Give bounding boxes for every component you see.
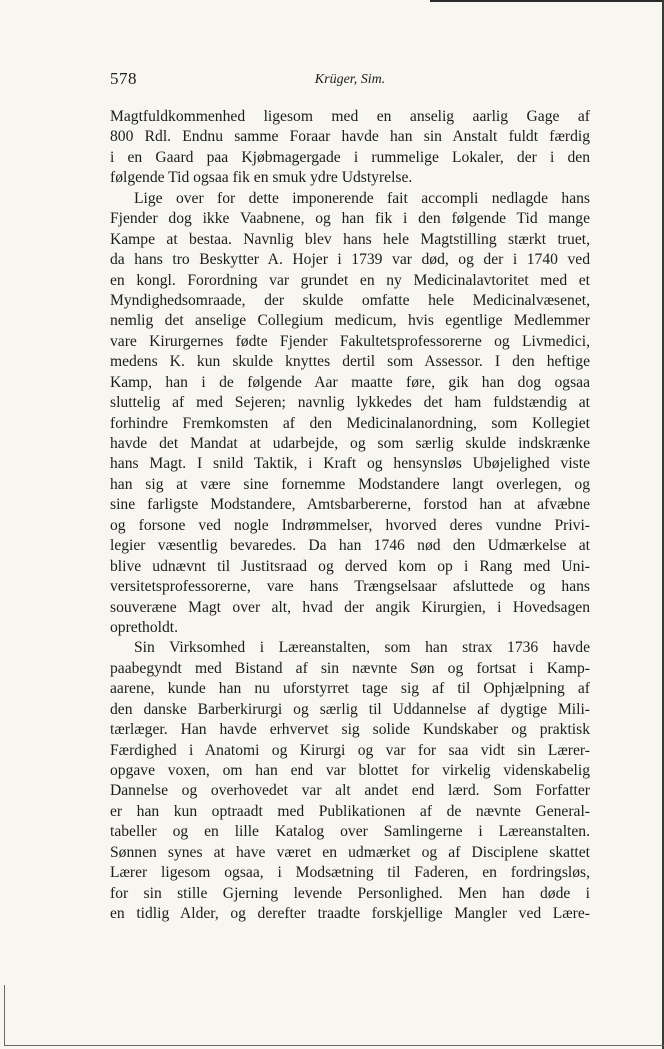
text-line: Sin Virksomhed i Læreanstalten, som han strax 1736 havde — [134, 639, 590, 657]
page-number: 578 — [110, 69, 137, 88]
text-line: medens K. kun skulde knyttes dertil som Assessor. I den heftige — [110, 353, 590, 371]
text-line: Kamp, han i de følgende Aar maatte føre, gik han dog ogsaa — [110, 373, 590, 391]
text-line: opgave voxen, om han end var blottet for virkelig videnskabelig — [110, 762, 590, 779]
running-head: Krüger, Sim. — [314, 72, 386, 87]
body-text — [110, 107, 590, 925]
text-line: for sin stille Gjerning levende Personlighed. Men han døde i — [110, 884, 590, 902]
text-line: vare Kirurgernes fødte Fjender Fakultetsprofessorerne og Livmedici, — [110, 332, 590, 350]
text-line: nemlig det anselige Collegium medicum, hvis egentlige Medlemmer — [110, 312, 590, 330]
text-line: Magtfuldkommenhed ligesom med en anselig aarlig Gage af — [110, 108, 590, 125]
text-line: versitetsprofessorerne, vare hans Trængselsaar afsluttede og hans — [110, 578, 590, 596]
text-line: 800 Rdl. Endnu samme Foraar havde han sin Anstalt fuldt færdig — [110, 128, 590, 146]
text-line: og forsone ved nogle Indrømmelser, hvorved deres vundne Privi- — [110, 516, 590, 534]
text-line: Myndighedsomraade, der skulde omfatte hele Medicinalvæsenet, — [110, 291, 590, 309]
text-line: er han kun optraadt med Publikationen af de nævnte General- — [110, 802, 590, 820]
text-line: blive udnævnt til Justitsraad og derved kom op i Rang med Uni- — [110, 557, 590, 575]
text-line: havde det Mandat at udarbejde, og som særlig skulde indskrænke — [110, 435, 590, 452]
text-line: forhindre Fremkomsten af den Medicinalanordning, som Kollegiet — [110, 414, 590, 432]
text-line: Dannelse og overhovedet var alt andet end lærd. Som Forfatter — [110, 782, 590, 800]
text-line: tærlæger. Han havde erhvervet sig solide Kundskaber og praktisk — [110, 721, 590, 739]
text-line: Lærer ligesom ogsaa, i Modsætning til Faderen, en fordringsløs, — [110, 864, 590, 882]
text-line: opretholdt. — [110, 618, 178, 636]
text-line: tabeller og en lille Katalog over Samlingerne i Læreanstalten. — [110, 823, 590, 841]
text-line: Færdighed i Anatomi og Kirurgi og var for saa vidt sin Lærer- — [110, 741, 590, 759]
text-line: sluttelig af med Sejeren; navnlig lykkedes det ham fuldstændig at — [110, 394, 590, 412]
bottom-edge-rule — [4, 1045, 664, 1046]
text-line: paabegyndt med Bistand af sin nævnte Søn og fortsat i Kamp- — [110, 659, 590, 677]
text-line: følgende Tid ogsaa fik en smuk ydre Udstyrelse. — [110, 169, 413, 187]
text-line: den danske Barberkirurgi og særlig til Uddannelse af dygtige Mili- — [110, 700, 590, 718]
text-line: Sønnen synes at have været en udmærket og af Disciplene skattet — [110, 843, 590, 861]
text-line: Lige over for dette imponerende fait accompli nedlagde hans — [134, 189, 590, 207]
top-edge-rule — [430, 0, 664, 2]
text-line: da hans tro Beskytter A. Hojer i 1739 var død, og der i 1740 ved — [110, 251, 590, 269]
text-line: hans Magt. I snild Taktik, i Kraft og hensynsløs Ubøjelighed viste — [110, 455, 590, 473]
text-line: en kongl. Forordning var grundet en ny Medicinalavtoritet med et — [110, 271, 590, 289]
text-line: legier væsentlig bevaredes. Da han 1746 nød den Udmærkelse at — [110, 537, 590, 555]
text-line: sine farligste Modstandere, Amtsbarbererne, forstod han at afvæbne — [110, 496, 590, 514]
text-line: i en Gaard paa Kjøbmagergade i rummelige Lokaler, der i den — [110, 148, 590, 166]
text-line: en tidlig Alder, og derefter traadte forskjellige Mangler ved Lære- — [110, 905, 590, 923]
text-line: Kampe at bestaa. Navnlig blev hans hele Magtstilling stærkt truet, — [110, 230, 590, 248]
text-line: Fjender dog ikke Vaabnene, og han fik i den følgende Tid mange — [110, 210, 590, 228]
page-header — [110, 69, 590, 95]
text-line: han sig at være sine fornemme Modstandere langt overlegen, og — [110, 475, 590, 493]
text-line: souveræne Magt over alt, hvad der angik Kirurgien, i Hovedsagen — [110, 598, 590, 616]
text-line: aarene, kunde han nu uforstyrret tage sig af til Ophjælpning af — [110, 680, 590, 698]
left-edge-rule — [4, 985, 5, 1045]
